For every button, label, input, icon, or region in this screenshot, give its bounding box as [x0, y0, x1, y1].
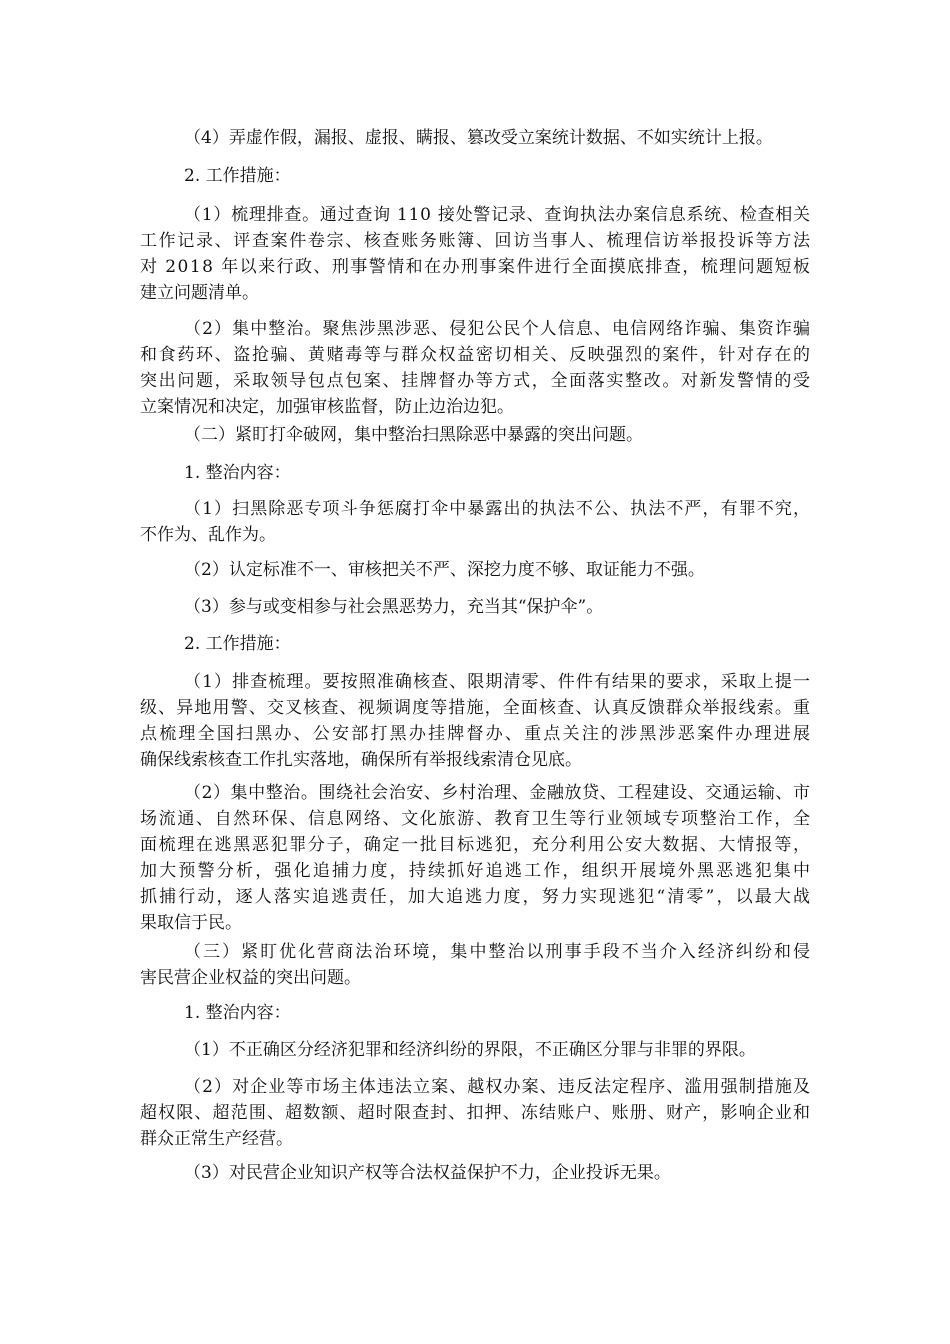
paragraph-contents-item-2: （2）认定标准不一、审核把关不严、深挖力度不够、取证能力不强。 — [184, 560, 705, 580]
paragraph-contents-item-3: （3）参与或变相参与社会黑恶势力，充当其“保护伞”。 — [184, 597, 604, 617]
paragraph-measure-item-1: （1）排查梳理。要按照准确核查、限期清零、件件有结果的要求，采取上提一 级、异地用警、交叉核查、视频调度等措施，全面核查、认真反馈群众举报线索。重 点梳理全国扫黑办、公安部打黑办挂牌督办、重点关注的涉黑涉恶案件办理进展 确保线索核查工作扎实落地，确保所有举报线索清仓见底。 — [140, 672, 813, 770]
paragraph-measure-item-2: （2）集中整治。围绕社会治安、乡村治理、金融放贷、工程建设、交通运输、市 场流通、自然环保、信息网络、文化旅游、教育卫生等行业领域专项整治工作，全 面梳理在逃黑恶犯罪分子，确定一批目标逃犯，充分利用公安大数据、大情报等， 加大预警分析，强化追捕力度，持续抓好追逃工作，组织开展境外黑恶逃犯集中 抓捕行动，逐人落实追逃责任，加大追逃力度，努力实现逃犯“清零”，以最大战 果取信于民。 — [140, 783, 813, 933]
heading-rectification-contents: 1. 整治内容： — [184, 1003, 291, 1023]
heading-rectification-contents: 1. 整治内容： — [184, 463, 291, 483]
paragraph-contents-item-4: （4）弄虚作假，漏报、虚报、瞒报、篡改受立案统计数据、不如实统计上报。 — [184, 128, 773, 148]
section-heading-3: （三）紧盯优化营商法治环境，集中整治以刑事手段不当介入经济纠纷和侵 害民营企业权益的突出问题。 — [140, 942, 813, 988]
paragraph-contents-item-3: （3）对民营企业知识产权等合法权益保护不力，企业投诉无果。 — [184, 1163, 671, 1183]
section-heading-2: （二）紧盯打伞破网，集中整治扫黑除恶中暴露的突出问题。 — [184, 425, 643, 445]
heading-work-measures: 2. 工作措施： — [184, 634, 291, 654]
paragraph-measure-item-2: （2）集中整治。聚焦涉黑涉恶、侵犯公民个人信息、电信网络诈骗、集资诈骗 和食药环、盗抢骗、黄赌毒等与群众权益密切相关、反映强烈的案件，针对存在的 突出问题，采取领导包点包案、挂牌督办等方式，全面落实整改。对新发警情的受 立案情况和决定，加强审核监督，防止边治边犯。 — [140, 319, 812, 417]
paragraph-measure-item-1: （1）梳理排查。通过查询 110 接处警记录、查询执法办案信息系统、检查相关 工作记录、评查案件卷宗、核查账务账簿、回访当事人、梳理信访举报投诉等方法 对 2018 年以来行政、刑事警情和在办刑事案件进行全面摸底排查，梳理问题短板 建立问题清单。 — [140, 205, 812, 303]
paragraph-contents-item-2: （2）对企业等市场主体违法立案、越权办案、违反法定程序、滥用强制措施及 超权限、超范围、超数额、超时限查封、扣押、冻结账户、账册、财产，影响企业和 群众正常生产经营。 — [140, 1077, 812, 1149]
heading-work-measures: 2. 工作措施： — [184, 166, 291, 186]
paragraph-contents-item-1: （1）不正确区分经济犯罪和经济纠纷的界限，不正确区分罪与非罪的界限。 — [184, 1040, 756, 1060]
paragraph-contents-item-1: （1）扫黑除恶专项斗争惩腐打伞中暴露出的执法不公、执法不严，有罪不究， 不作为、乱作为。 — [140, 499, 812, 545]
